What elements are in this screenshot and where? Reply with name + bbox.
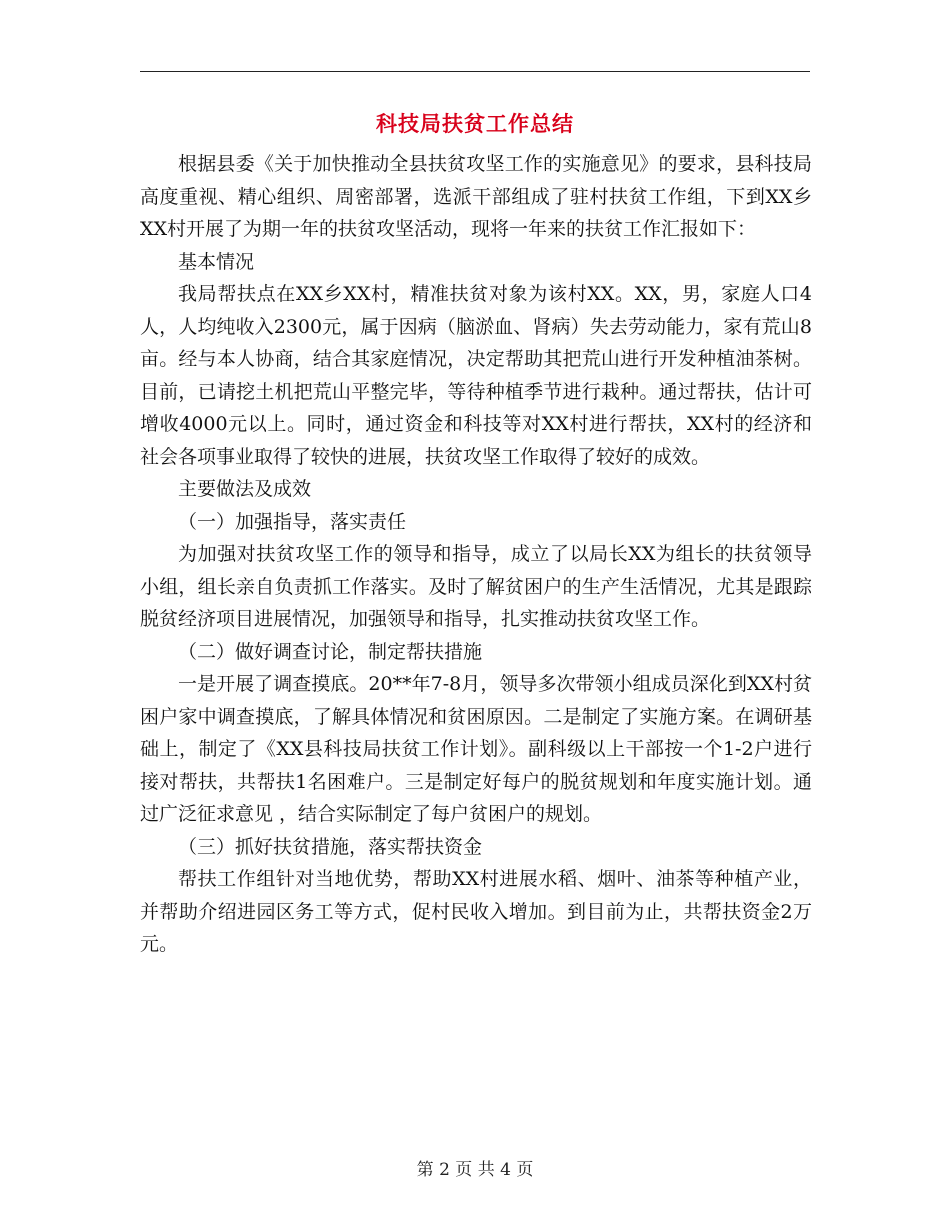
header-rule — [140, 71, 810, 72]
subsection-heading-3: （三）抓好扶贫措施，落实帮扶资金 — [178, 835, 483, 858]
subsection-3-paragraph: 帮扶工作组针对当地优势，帮助XX村进展水稻、烟叶、油茶等种植产业，并帮助介绍进园区务工等方式，促村民收入增加。到目前为止，共帮扶资金2万元。 — [140, 868, 812, 955]
document-title: 科技局扶贫工作总结 — [376, 111, 574, 136]
section-heading-basic: 基本情况 — [178, 250, 255, 273]
subsection-heading-2: （二）做好调查讨论，制定帮扶措施 — [178, 640, 483, 663]
basic-situation-paragraph: 我局帮扶点在XX乡XX村，精准扶贫对象为该村XX。XX，男，家庭人口4人，人均纯收入2300元，属于因病（脑淤血、肾病）失去劳动能力，家有荒山8亩。经与本人协商，结合其家庭情况，决定帮助其把荒山进行开发种植油茶树。目前，已请挖土机把荒山平整完毕，等待种植季节进行栽种。通过帮扶，估计可增收4000元以上。同时，通过资金和科技等对XX村进行帮扶，XX村的经济和社会各项事业取得了较快的进展，扶贫攻坚工作取得了较好的成效。 — [140, 283, 812, 468]
section-heading-methods: 主要做法及成效 — [178, 478, 312, 500]
subsection-1-paragraph: 为加强对扶贫攻坚工作的领导和指导，成立了以局长XX为组长的扶贫领导小组，组长亲自负责抓工作落实。及时了解贫困户的生产生活情况，尤其是跟踪脱贫经济项目进展情况，加强领导和指导，扎实推动扶贫攻坚工作。 — [140, 543, 812, 630]
subsection-heading-1: （一）加强指导，落实责任 — [178, 510, 407, 533]
page-footer: 第 2 页 共 4 页 — [416, 1160, 534, 1180]
subsection-2-paragraph: 一是开展了调查摸底。20**年7-8月，领导多次带领小组成员深化到XX村贫困户家中调查摸底，了解具体情况和贫困原因。二是制定了实施方案。在调研基础上，制定了《XX县科技局扶贫工作计划》。副科级以上干部按一个1-2户进行接对帮扶，共帮扶1名困难户。三是制定好每户的脱贫规划和年度实施计划。通过广泛征求意见 ，结合实际制定了每户贫困户的规划。 — [140, 673, 812, 825]
intro-paragraph: 根据县委《关于加快推动全县扶贫攻坚工作的实施意见》的要求，县科技局高度重视、精心组织、周密部署，选派干部组成了驻村扶贫工作组，下到XX乡XX村开展了为期一年的扶贫攻坚活动，现将一年来的扶贫工作汇报如下： — [140, 153, 812, 240]
document-body — [140, 148, 812, 961]
